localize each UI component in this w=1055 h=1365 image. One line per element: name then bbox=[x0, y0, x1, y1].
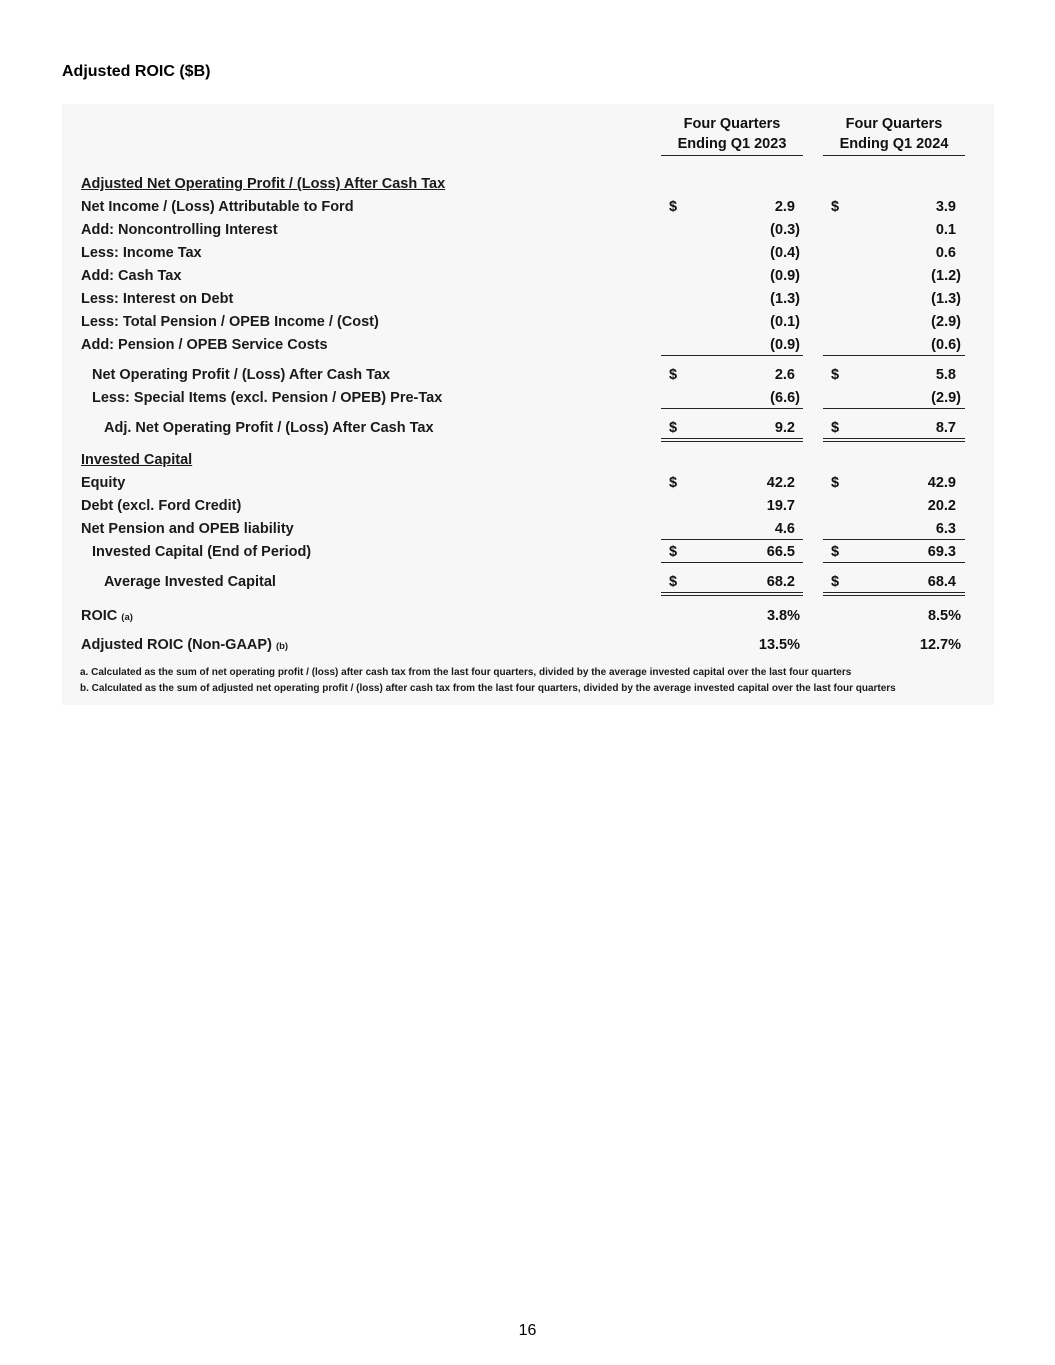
subtotal-line bbox=[823, 408, 965, 409]
row-label: Adj. Net Operating Profit / (Loss) After Cash Tax bbox=[104, 420, 434, 436]
value-q1-2024: 8.7 bbox=[935, 420, 956, 436]
subtotal-line bbox=[661, 562, 803, 563]
footnote-ref: (b) bbox=[275, 641, 289, 652]
value-q1-2023: (0.4) bbox=[770, 245, 800, 261]
total-line bbox=[661, 441, 803, 442]
row-label: Less: Interest on Debt bbox=[81, 291, 234, 307]
adjusted-roic-label bbox=[81, 637, 288, 653]
value-q1-2024: 6.3 bbox=[935, 521, 956, 537]
column-header-q1-2024 bbox=[819, 114, 969, 154]
currency-symbol: $ bbox=[831, 199, 840, 215]
row-label: Add: Cash Tax bbox=[81, 268, 182, 284]
value-q1-2023: 19.7 bbox=[766, 498, 795, 514]
row-label: Add: Noncontrolling Interest bbox=[81, 222, 278, 238]
value-q1-2024: 3.9 bbox=[935, 199, 956, 215]
value-q1-2024: (1.2) bbox=[931, 268, 961, 284]
total-line bbox=[823, 438, 965, 439]
column-header-q1-2023 bbox=[657, 114, 807, 154]
value-q1-2024: 42.9 bbox=[927, 475, 956, 491]
row-label: Average Invested Capital bbox=[104, 574, 276, 590]
subtotal-line bbox=[823, 355, 965, 356]
row-label: Adjusted ROIC (Non-GAAP) bbox=[81, 637, 272, 653]
subtotal-line bbox=[823, 539, 965, 540]
value-q1-2024: 68.4 bbox=[927, 574, 956, 590]
subtotal-line bbox=[823, 562, 965, 563]
footnote-b: b. Calculated as the sum of adjusted net operating profit / (loss) after cash tax from the last four quarters, divided by the average invested capital over the last four quarters bbox=[80, 683, 896, 694]
value-q1-2023: 3.8% bbox=[766, 608, 800, 624]
row-label: Net Operating Profit / (Loss) After Cash Tax bbox=[92, 367, 391, 383]
row-label: Invested Capital (End of Period) bbox=[92, 544, 312, 560]
currency-symbol: $ bbox=[669, 475, 678, 491]
total-line bbox=[661, 595, 803, 596]
currency-symbol: $ bbox=[831, 574, 840, 590]
currency-symbol: $ bbox=[669, 367, 678, 383]
row-label: Net Income / (Loss) Attributable to Ford bbox=[81, 199, 354, 215]
value-q1-2024: (0.6) bbox=[931, 337, 961, 353]
value-q1-2024: 0.6 bbox=[935, 245, 956, 261]
total-line bbox=[661, 592, 803, 593]
value-q1-2023: (0.9) bbox=[770, 268, 800, 284]
column-header-line2: Ending Q1 2024 bbox=[839, 136, 949, 152]
column-header-line1: Four Quarters bbox=[683, 116, 781, 132]
value-q1-2023: 2.9 bbox=[774, 199, 795, 215]
currency-symbol: $ bbox=[831, 475, 840, 491]
column-header-line1: Four Quarters bbox=[845, 116, 943, 132]
value-q1-2024: 20.2 bbox=[927, 498, 956, 514]
value-q1-2023: 9.2 bbox=[774, 420, 795, 436]
currency-symbol: $ bbox=[669, 544, 678, 560]
subtotal-line bbox=[661, 539, 803, 540]
value-q1-2024: (1.3) bbox=[931, 291, 961, 307]
value-q1-2023: 66.5 bbox=[766, 544, 795, 560]
row-label: Less: Total Pension / OPEB Income / (Cost) bbox=[81, 314, 379, 330]
row-label: ROIC bbox=[81, 608, 118, 624]
value-q1-2023: 68.2 bbox=[766, 574, 795, 590]
total-line bbox=[823, 595, 965, 596]
value-q1-2023: 42.2 bbox=[766, 475, 795, 491]
value-q1-2023: (0.3) bbox=[770, 222, 800, 238]
value-q1-2024: 5.8 bbox=[935, 367, 956, 383]
roic-label bbox=[81, 608, 133, 624]
total-line bbox=[823, 592, 965, 593]
currency-symbol: $ bbox=[669, 574, 678, 590]
footnote-ref: (a) bbox=[121, 612, 133, 623]
row-label: Less: Income Tax bbox=[81, 245, 202, 261]
column-header-line2: Ending Q1 2023 bbox=[677, 136, 787, 152]
value-q1-2024: 0.1 bbox=[935, 222, 956, 238]
total-line bbox=[823, 441, 965, 442]
value-q1-2023: 2.6 bbox=[774, 367, 795, 383]
row-label: Less: Special Items (excl. Pension / OPEB) Pre-Tax bbox=[92, 390, 443, 406]
value-q1-2024: 12.7% bbox=[919, 637, 961, 653]
page-title: Adjusted ROIC ($B) bbox=[62, 63, 211, 80]
row-label: Equity bbox=[81, 475, 126, 491]
section-heading-nopat: Adjusted Net Operating Profit / (Loss) After Cash Tax bbox=[81, 176, 446, 192]
currency-symbol: $ bbox=[669, 199, 678, 215]
value-q1-2024: (2.9) bbox=[931, 390, 961, 406]
row-label: Debt (excl. Ford Credit) bbox=[81, 498, 242, 514]
currency-symbol: $ bbox=[669, 420, 678, 436]
value-q1-2024: 8.5% bbox=[927, 608, 961, 624]
row-label: Net Pension and OPEB liability bbox=[81, 521, 294, 537]
subtotal-line bbox=[661, 408, 803, 409]
currency-symbol: $ bbox=[831, 544, 840, 560]
value-q1-2024: (2.9) bbox=[931, 314, 961, 330]
header-underline bbox=[661, 155, 803, 156]
total-line bbox=[661, 438, 803, 439]
value-q1-2024: 69.3 bbox=[927, 544, 956, 560]
value-q1-2023: (0.1) bbox=[770, 314, 800, 330]
currency-symbol: $ bbox=[831, 367, 840, 383]
roic-table bbox=[62, 104, 994, 705]
value-q1-2023: 13.5% bbox=[758, 637, 800, 653]
value-q1-2023: (0.9) bbox=[770, 337, 800, 353]
currency-symbol: $ bbox=[831, 420, 840, 436]
subtotal-line bbox=[661, 355, 803, 356]
header-underline bbox=[823, 155, 965, 156]
value-q1-2023: (6.6) bbox=[770, 390, 800, 406]
value-q1-2023: 4.6 bbox=[774, 521, 795, 537]
footnote-a: a. Calculated as the sum of net operating profit / (loss) after cash tax from the last four quarters, divided by the average invested capital over the last four quarters bbox=[80, 667, 852, 678]
row-label: Add: Pension / OPEB Service Costs bbox=[81, 337, 328, 353]
section-heading-invested-capital: Invested Capital bbox=[81, 452, 193, 468]
page-number: 16 bbox=[518, 1322, 537, 1339]
value-q1-2023: (1.3) bbox=[770, 291, 800, 307]
